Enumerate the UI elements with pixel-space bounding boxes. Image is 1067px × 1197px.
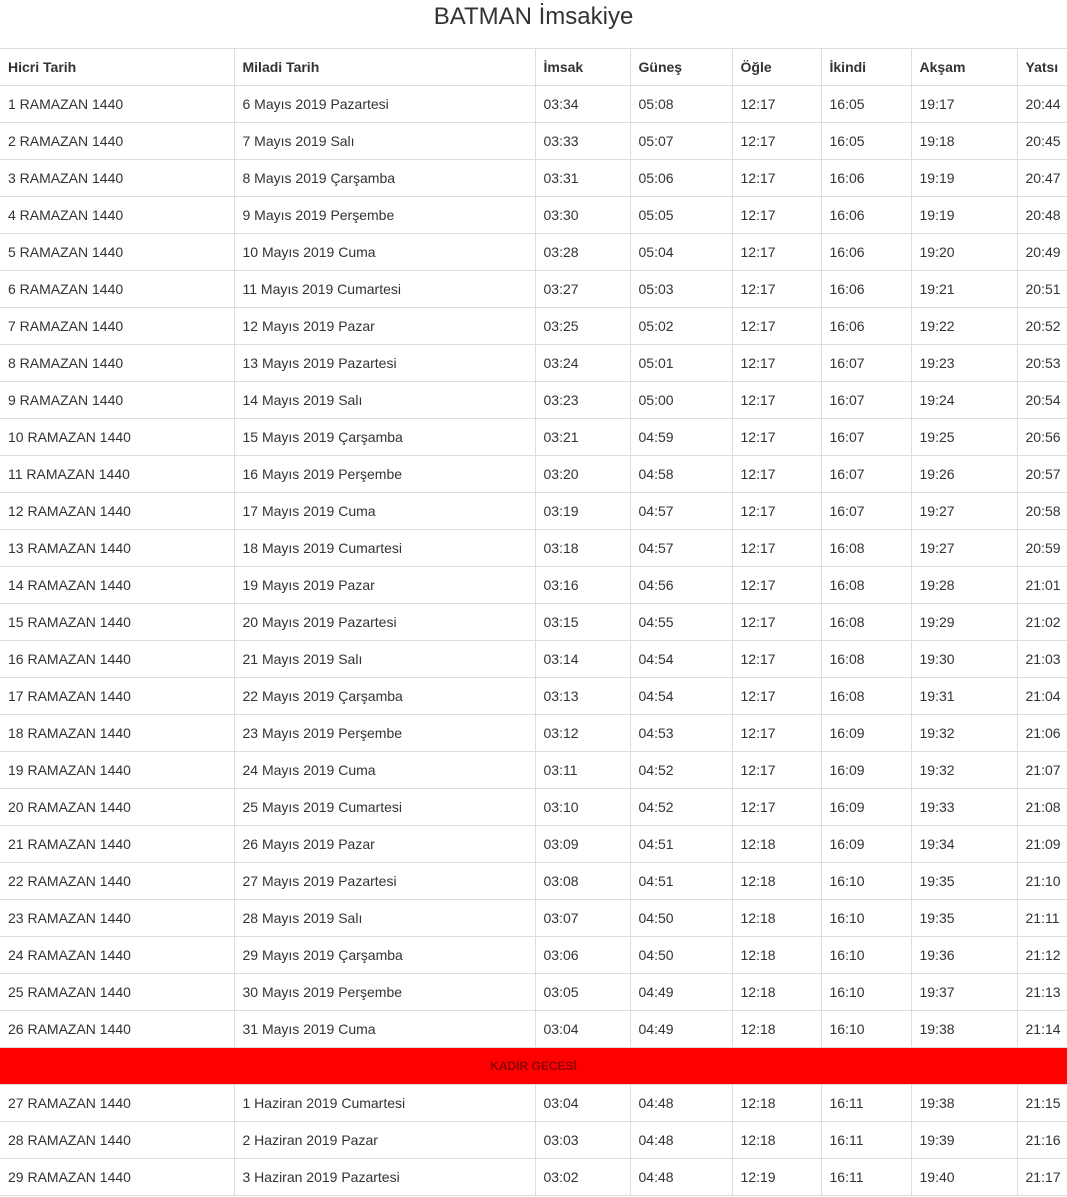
- cell-hicri-tarih: 26 RAMAZAN 1440: [0, 1011, 234, 1048]
- cell-hicri-tarih: 17 RAMAZAN 1440: [0, 678, 234, 715]
- cell-ikindi: 16:05: [821, 123, 911, 160]
- cell-miladi-tarih: 13 Mayıs 2019 Pazartesi: [234, 345, 535, 382]
- cell-aksam: 19:23: [911, 345, 1017, 382]
- cell-ogle: 12:19: [732, 1159, 821, 1196]
- cell-imsak: 03:02: [535, 1159, 630, 1196]
- cell-ogle: 12:18: [732, 1085, 821, 1122]
- cell-ikindi: 16:10: [821, 900, 911, 937]
- cell-imsak: 03:04: [535, 1085, 630, 1122]
- table-row: [0, 1085, 1067, 1122]
- table-row: [0, 271, 1067, 308]
- table-row: [0, 456, 1067, 493]
- cell-imsak: 03:08: [535, 863, 630, 900]
- cell-yatsi: 20:47: [1017, 160, 1067, 197]
- cell-ikindi: 16:08: [821, 530, 911, 567]
- cell-gunes: 05:03: [630, 271, 732, 308]
- cell-miladi-tarih: 10 Mayıs 2019 Cuma: [234, 234, 535, 271]
- cell-hicri-tarih: 3 RAMAZAN 1440: [0, 160, 234, 197]
- cell-ikindi: 16:07: [821, 419, 911, 456]
- cell-gunes: 05:02: [630, 308, 732, 345]
- cell-ogle: 12:18: [732, 1011, 821, 1048]
- cell-hicri-tarih: 20 RAMAZAN 1440: [0, 789, 234, 826]
- cell-miladi-tarih: 3 Haziran 2019 Pazartesi: [234, 1159, 535, 1196]
- cell-imsak: 03:19: [535, 493, 630, 530]
- cell-ikindi: 16:09: [821, 752, 911, 789]
- cell-miladi-tarih: 2 Haziran 2019 Pazar: [234, 1122, 535, 1159]
- cell-hicri-tarih: 11 RAMAZAN 1440: [0, 456, 234, 493]
- cell-gunes: 04:57: [630, 530, 732, 567]
- cell-yatsi: 20:56: [1017, 419, 1067, 456]
- cell-miladi-tarih: 7 Mayıs 2019 Salı: [234, 123, 535, 160]
- cell-hicri-tarih: 29 RAMAZAN 1440: [0, 1159, 234, 1196]
- cell-ikindi: 16:07: [821, 382, 911, 419]
- cell-hicri-tarih: 13 RAMAZAN 1440: [0, 530, 234, 567]
- cell-ogle: 12:17: [732, 345, 821, 382]
- cell-imsak: 03:06: [535, 937, 630, 974]
- cell-gunes: 04:52: [630, 789, 732, 826]
- cell-gunes: 04:48: [630, 1122, 732, 1159]
- header-miladi-tarih: Miladi Tarih: [234, 49, 535, 86]
- kadir-gecesi-label: KADİR GECESİ: [0, 1048, 1067, 1085]
- cell-ikindi: 16:09: [821, 826, 911, 863]
- cell-gunes: 05:06: [630, 160, 732, 197]
- cell-aksam: 19:32: [911, 752, 1017, 789]
- cell-yatsi: 20:45: [1017, 123, 1067, 160]
- header-aksam: Akşam: [911, 49, 1017, 86]
- table-row: [0, 493, 1067, 530]
- cell-aksam: 19:24: [911, 382, 1017, 419]
- table-row: [0, 382, 1067, 419]
- cell-imsak: 03:10: [535, 789, 630, 826]
- cell-hicri-tarih: 8 RAMAZAN 1440: [0, 345, 234, 382]
- cell-yatsi: 21:16: [1017, 1122, 1067, 1159]
- cell-ikindi: 16:08: [821, 678, 911, 715]
- cell-imsak: 03:16: [535, 567, 630, 604]
- table-row: [0, 1159, 1067, 1196]
- cell-yatsi: 21:02: [1017, 604, 1067, 641]
- cell-yatsi: 20:48: [1017, 197, 1067, 234]
- cell-yatsi: 21:06: [1017, 715, 1067, 752]
- cell-aksam: 19:37: [911, 974, 1017, 1011]
- cell-ikindi: 16:08: [821, 604, 911, 641]
- cell-ogle: 12:18: [732, 974, 821, 1011]
- table-row: [0, 1011, 1067, 1048]
- cell-aksam: 19:27: [911, 530, 1017, 567]
- cell-imsak: 03:12: [535, 715, 630, 752]
- header-hicri-tarih: Hicri Tarih: [0, 49, 234, 86]
- cell-miladi-tarih: 11 Mayıs 2019 Cumartesi: [234, 271, 535, 308]
- cell-gunes: 05:05: [630, 197, 732, 234]
- kadir-gecesi-row: [0, 1048, 1067, 1085]
- cell-miladi-tarih: 27 Mayıs 2019 Pazartesi: [234, 863, 535, 900]
- cell-yatsi: 21:04: [1017, 678, 1067, 715]
- cell-gunes: 04:53: [630, 715, 732, 752]
- cell-hicri-tarih: 12 RAMAZAN 1440: [0, 493, 234, 530]
- cell-gunes: 04:58: [630, 456, 732, 493]
- cell-aksam: 19:19: [911, 160, 1017, 197]
- cell-yatsi: 21:14: [1017, 1011, 1067, 1048]
- cell-gunes: 05:08: [630, 86, 732, 123]
- cell-aksam: 19:21: [911, 271, 1017, 308]
- table-row: [0, 715, 1067, 752]
- table-row: [0, 826, 1067, 863]
- cell-yatsi: 20:52: [1017, 308, 1067, 345]
- cell-gunes: 04:54: [630, 678, 732, 715]
- cell-gunes: 04:48: [630, 1159, 732, 1196]
- table-row: [0, 308, 1067, 345]
- cell-ogle: 12:18: [732, 863, 821, 900]
- imsakiye-table: [0, 48, 1067, 1196]
- cell-ogle: 12:17: [732, 789, 821, 826]
- cell-gunes: 04:49: [630, 1011, 732, 1048]
- cell-imsak: 03:31: [535, 160, 630, 197]
- cell-aksam: 19:29: [911, 604, 1017, 641]
- cell-ogle: 12:17: [732, 678, 821, 715]
- cell-hicri-tarih: 16 RAMAZAN 1440: [0, 641, 234, 678]
- cell-miladi-tarih: 9 Mayıs 2019 Perşembe: [234, 197, 535, 234]
- cell-hicri-tarih: 15 RAMAZAN 1440: [0, 604, 234, 641]
- cell-gunes: 05:00: [630, 382, 732, 419]
- header-ogle: Öğle: [732, 49, 821, 86]
- cell-hicri-tarih: 4 RAMAZAN 1440: [0, 197, 234, 234]
- table-row: [0, 789, 1067, 826]
- cell-hicri-tarih: 25 RAMAZAN 1440: [0, 974, 234, 1011]
- cell-yatsi: 20:44: [1017, 86, 1067, 123]
- table-row: [0, 86, 1067, 123]
- cell-yatsi: 21:11: [1017, 900, 1067, 937]
- cell-gunes: 04:57: [630, 493, 732, 530]
- cell-yatsi: 21:15: [1017, 1085, 1067, 1122]
- cell-gunes: 04:49: [630, 974, 732, 1011]
- cell-aksam: 19:32: [911, 715, 1017, 752]
- cell-ikindi: 16:06: [821, 197, 911, 234]
- cell-miladi-tarih: 17 Mayıs 2019 Cuma: [234, 493, 535, 530]
- table-row: [0, 160, 1067, 197]
- cell-yatsi: 20:49: [1017, 234, 1067, 271]
- cell-imsak: 03:28: [535, 234, 630, 271]
- cell-miladi-tarih: 6 Mayıs 2019 Pazartesi: [234, 86, 535, 123]
- cell-ogle: 12:17: [732, 530, 821, 567]
- cell-imsak: 03:24: [535, 345, 630, 382]
- cell-aksam: 19:35: [911, 900, 1017, 937]
- header-yatsi: Yatsı: [1017, 49, 1067, 86]
- cell-yatsi: 21:03: [1017, 641, 1067, 678]
- cell-aksam: 19:17: [911, 86, 1017, 123]
- cell-hicri-tarih: 7 RAMAZAN 1440: [0, 308, 234, 345]
- page-title: BATMAN İmsakiye: [433, 3, 634, 30]
- cell-ikindi: 16:07: [821, 345, 911, 382]
- cell-miladi-tarih: 15 Mayıs 2019 Çarşamba: [234, 419, 535, 456]
- cell-imsak: 03:25: [535, 308, 630, 345]
- cell-aksam: 19:33: [911, 789, 1017, 826]
- cell-hicri-tarih: 27 RAMAZAN 1440: [0, 1085, 234, 1122]
- cell-yatsi: 21:13: [1017, 974, 1067, 1011]
- cell-imsak: 03:05: [535, 974, 630, 1011]
- cell-miladi-tarih: 20 Mayıs 2019 Pazartesi: [234, 604, 535, 641]
- cell-ikindi: 16:11: [821, 1159, 911, 1196]
- cell-hicri-tarih: 23 RAMAZAN 1440: [0, 900, 234, 937]
- table-row: [0, 974, 1067, 1011]
- cell-imsak: 03:20: [535, 456, 630, 493]
- cell-imsak: 03:34: [535, 86, 630, 123]
- cell-yatsi: 21:12: [1017, 937, 1067, 974]
- cell-aksam: 19:27: [911, 493, 1017, 530]
- cell-gunes: 04:50: [630, 900, 732, 937]
- cell-ikindi: 16:07: [821, 493, 911, 530]
- cell-yatsi: 20:51: [1017, 271, 1067, 308]
- cell-miladi-tarih: 16 Mayıs 2019 Perşembe: [234, 456, 535, 493]
- cell-miladi-tarih: 26 Mayıs 2019 Pazar: [234, 826, 535, 863]
- cell-miladi-tarih: 24 Mayıs 2019 Cuma: [234, 752, 535, 789]
- cell-miladi-tarih: 31 Mayıs 2019 Cuma: [234, 1011, 535, 1048]
- cell-ikindi: 16:09: [821, 789, 911, 826]
- cell-gunes: 04:51: [630, 863, 732, 900]
- cell-ogle: 12:17: [732, 493, 821, 530]
- header-ikindi: İkindi: [821, 49, 911, 86]
- cell-hicri-tarih: 5 RAMAZAN 1440: [0, 234, 234, 271]
- table-row: [0, 678, 1067, 715]
- cell-ogle: 12:17: [732, 123, 821, 160]
- cell-hicri-tarih: 6 RAMAZAN 1440: [0, 271, 234, 308]
- cell-imsak: 03:07: [535, 900, 630, 937]
- cell-yatsi: 20:57: [1017, 456, 1067, 493]
- cell-ogle: 12:17: [732, 382, 821, 419]
- cell-gunes: 04:51: [630, 826, 732, 863]
- cell-aksam: 19:28: [911, 567, 1017, 604]
- cell-miladi-tarih: 18 Mayıs 2019 Cumartesi: [234, 530, 535, 567]
- cell-miladi-tarih: 19 Mayıs 2019 Pazar: [234, 567, 535, 604]
- table-row: [0, 937, 1067, 974]
- cell-ogle: 12:17: [732, 271, 821, 308]
- cell-yatsi: 20:58: [1017, 493, 1067, 530]
- cell-yatsi: 21:09: [1017, 826, 1067, 863]
- cell-aksam: 19:36: [911, 937, 1017, 974]
- table-row: [0, 197, 1067, 234]
- cell-miladi-tarih: 14 Mayıs 2019 Salı: [234, 382, 535, 419]
- cell-hicri-tarih: 9 RAMAZAN 1440: [0, 382, 234, 419]
- cell-ikindi: 16:10: [821, 974, 911, 1011]
- cell-ogle: 12:17: [732, 419, 821, 456]
- cell-imsak: 03:30: [535, 197, 630, 234]
- cell-imsak: 03:04: [535, 1011, 630, 1048]
- cell-miladi-tarih: 22 Mayıs 2019 Çarşamba: [234, 678, 535, 715]
- cell-ikindi: 16:08: [821, 567, 911, 604]
- cell-hicri-tarih: 24 RAMAZAN 1440: [0, 937, 234, 974]
- cell-yatsi: 20:59: [1017, 530, 1067, 567]
- cell-hicri-tarih: 14 RAMAZAN 1440: [0, 567, 234, 604]
- table-row: [0, 1122, 1067, 1159]
- cell-yatsi: 21:17: [1017, 1159, 1067, 1196]
- cell-aksam: 19:22: [911, 308, 1017, 345]
- cell-hicri-tarih: 19 RAMAZAN 1440: [0, 752, 234, 789]
- cell-hicri-tarih: 2 RAMAZAN 1440: [0, 123, 234, 160]
- cell-gunes: 05:07: [630, 123, 732, 160]
- table-header-row: [0, 49, 1067, 86]
- cell-miladi-tarih: 21 Mayıs 2019 Salı: [234, 641, 535, 678]
- cell-yatsi: 20:54: [1017, 382, 1067, 419]
- cell-ogle: 12:17: [732, 715, 821, 752]
- cell-miladi-tarih: 29 Mayıs 2019 Çarşamba: [234, 937, 535, 974]
- cell-aksam: 19:30: [911, 641, 1017, 678]
- table-row: [0, 752, 1067, 789]
- cell-ikindi: 16:10: [821, 937, 911, 974]
- cell-gunes: 05:01: [630, 345, 732, 382]
- cell-ikindi: 16:06: [821, 234, 911, 271]
- table-row: [0, 641, 1067, 678]
- cell-gunes: 04:50: [630, 937, 732, 974]
- header-gunes: Güneş: [630, 49, 732, 86]
- cell-ikindi: 16:11: [821, 1122, 911, 1159]
- cell-miladi-tarih: 8 Mayıs 2019 Çarşamba: [234, 160, 535, 197]
- table-row: [0, 234, 1067, 271]
- table-row: [0, 419, 1067, 456]
- cell-miladi-tarih: 23 Mayıs 2019 Perşembe: [234, 715, 535, 752]
- cell-ikindi: 16:06: [821, 308, 911, 345]
- header-imsak: İmsak: [535, 49, 630, 86]
- cell-hicri-tarih: 21 RAMAZAN 1440: [0, 826, 234, 863]
- cell-ogle: 12:17: [732, 752, 821, 789]
- cell-miladi-tarih: 1 Haziran 2019 Cumartesi: [234, 1085, 535, 1122]
- cell-gunes: 05:04: [630, 234, 732, 271]
- cell-aksam: 19:40: [911, 1159, 1017, 1196]
- cell-ikindi: 16:11: [821, 1085, 911, 1122]
- cell-yatsi: 21:08: [1017, 789, 1067, 826]
- cell-ogle: 12:17: [732, 308, 821, 345]
- cell-hicri-tarih: 1 RAMAZAN 1440: [0, 86, 234, 123]
- table-row: [0, 900, 1067, 937]
- cell-imsak: 03:13: [535, 678, 630, 715]
- cell-imsak: 03:33: [535, 123, 630, 160]
- cell-imsak: 03:18: [535, 530, 630, 567]
- cell-imsak: 03:21: [535, 419, 630, 456]
- cell-ogle: 12:17: [732, 234, 821, 271]
- cell-imsak: 03:09: [535, 826, 630, 863]
- cell-aksam: 19:39: [911, 1122, 1017, 1159]
- cell-gunes: 04:48: [630, 1085, 732, 1122]
- cell-imsak: 03:27: [535, 271, 630, 308]
- cell-miladi-tarih: 30 Mayıs 2019 Perşembe: [234, 974, 535, 1011]
- cell-ikindi: 16:07: [821, 456, 911, 493]
- cell-imsak: 03:11: [535, 752, 630, 789]
- cell-hicri-tarih: 18 RAMAZAN 1440: [0, 715, 234, 752]
- cell-ogle: 12:17: [732, 567, 821, 604]
- cell-imsak: 03:15: [535, 604, 630, 641]
- cell-ikindi: 16:08: [821, 641, 911, 678]
- cell-aksam: 19:18: [911, 123, 1017, 160]
- cell-ogle: 12:18: [732, 937, 821, 974]
- cell-miladi-tarih: 28 Mayıs 2019 Salı: [234, 900, 535, 937]
- cell-ogle: 12:17: [732, 604, 821, 641]
- cell-ikindi: 16:06: [821, 271, 911, 308]
- cell-aksam: 19:34: [911, 826, 1017, 863]
- cell-ikindi: 16:06: [821, 160, 911, 197]
- cell-ogle: 12:18: [732, 826, 821, 863]
- cell-ogle: 12:18: [732, 900, 821, 937]
- table-row: [0, 863, 1067, 900]
- cell-ogle: 12:17: [732, 456, 821, 493]
- cell-miladi-tarih: 25 Mayıs 2019 Cumartesi: [234, 789, 535, 826]
- cell-gunes: 04:52: [630, 752, 732, 789]
- cell-imsak: 03:03: [535, 1122, 630, 1159]
- cell-gunes: 04:56: [630, 567, 732, 604]
- cell-gunes: 04:55: [630, 604, 732, 641]
- cell-aksam: 19:38: [911, 1011, 1017, 1048]
- cell-yatsi: 21:07: [1017, 752, 1067, 789]
- cell-gunes: 04:59: [630, 419, 732, 456]
- cell-ikindi: 16:09: [821, 715, 911, 752]
- cell-gunes: 04:54: [630, 641, 732, 678]
- cell-yatsi: 21:01: [1017, 567, 1067, 604]
- cell-ogle: 12:17: [732, 160, 821, 197]
- cell-aksam: 19:19: [911, 197, 1017, 234]
- cell-ikindi: 16:10: [821, 863, 911, 900]
- cell-imsak: 03:23: [535, 382, 630, 419]
- cell-yatsi: 20:53: [1017, 345, 1067, 382]
- cell-hicri-tarih: 22 RAMAZAN 1440: [0, 863, 234, 900]
- table-row: [0, 567, 1067, 604]
- cell-ogle: 12:17: [732, 197, 821, 234]
- table-body: [0, 86, 1067, 1196]
- cell-aksam: 19:38: [911, 1085, 1017, 1122]
- table-row: [0, 345, 1067, 382]
- cell-yatsi: 21:10: [1017, 863, 1067, 900]
- table-row: [0, 604, 1067, 641]
- cell-aksam: 19:31: [911, 678, 1017, 715]
- cell-ogle: 12:18: [732, 1122, 821, 1159]
- cell-aksam: 19:26: [911, 456, 1017, 493]
- cell-imsak: 03:14: [535, 641, 630, 678]
- cell-aksam: 19:25: [911, 419, 1017, 456]
- cell-miladi-tarih: 12 Mayıs 2019 Pazar: [234, 308, 535, 345]
- cell-hicri-tarih: 10 RAMAZAN 1440: [0, 419, 234, 456]
- cell-aksam: 19:20: [911, 234, 1017, 271]
- cell-ikindi: 16:05: [821, 86, 911, 123]
- cell-ogle: 12:17: [732, 86, 821, 123]
- cell-aksam: 19:35: [911, 863, 1017, 900]
- cell-ikindi: 16:10: [821, 1011, 911, 1048]
- cell-hicri-tarih: 28 RAMAZAN 1440: [0, 1122, 234, 1159]
- table-row: [0, 530, 1067, 567]
- cell-ogle: 12:17: [732, 641, 821, 678]
- table-row: [0, 123, 1067, 160]
